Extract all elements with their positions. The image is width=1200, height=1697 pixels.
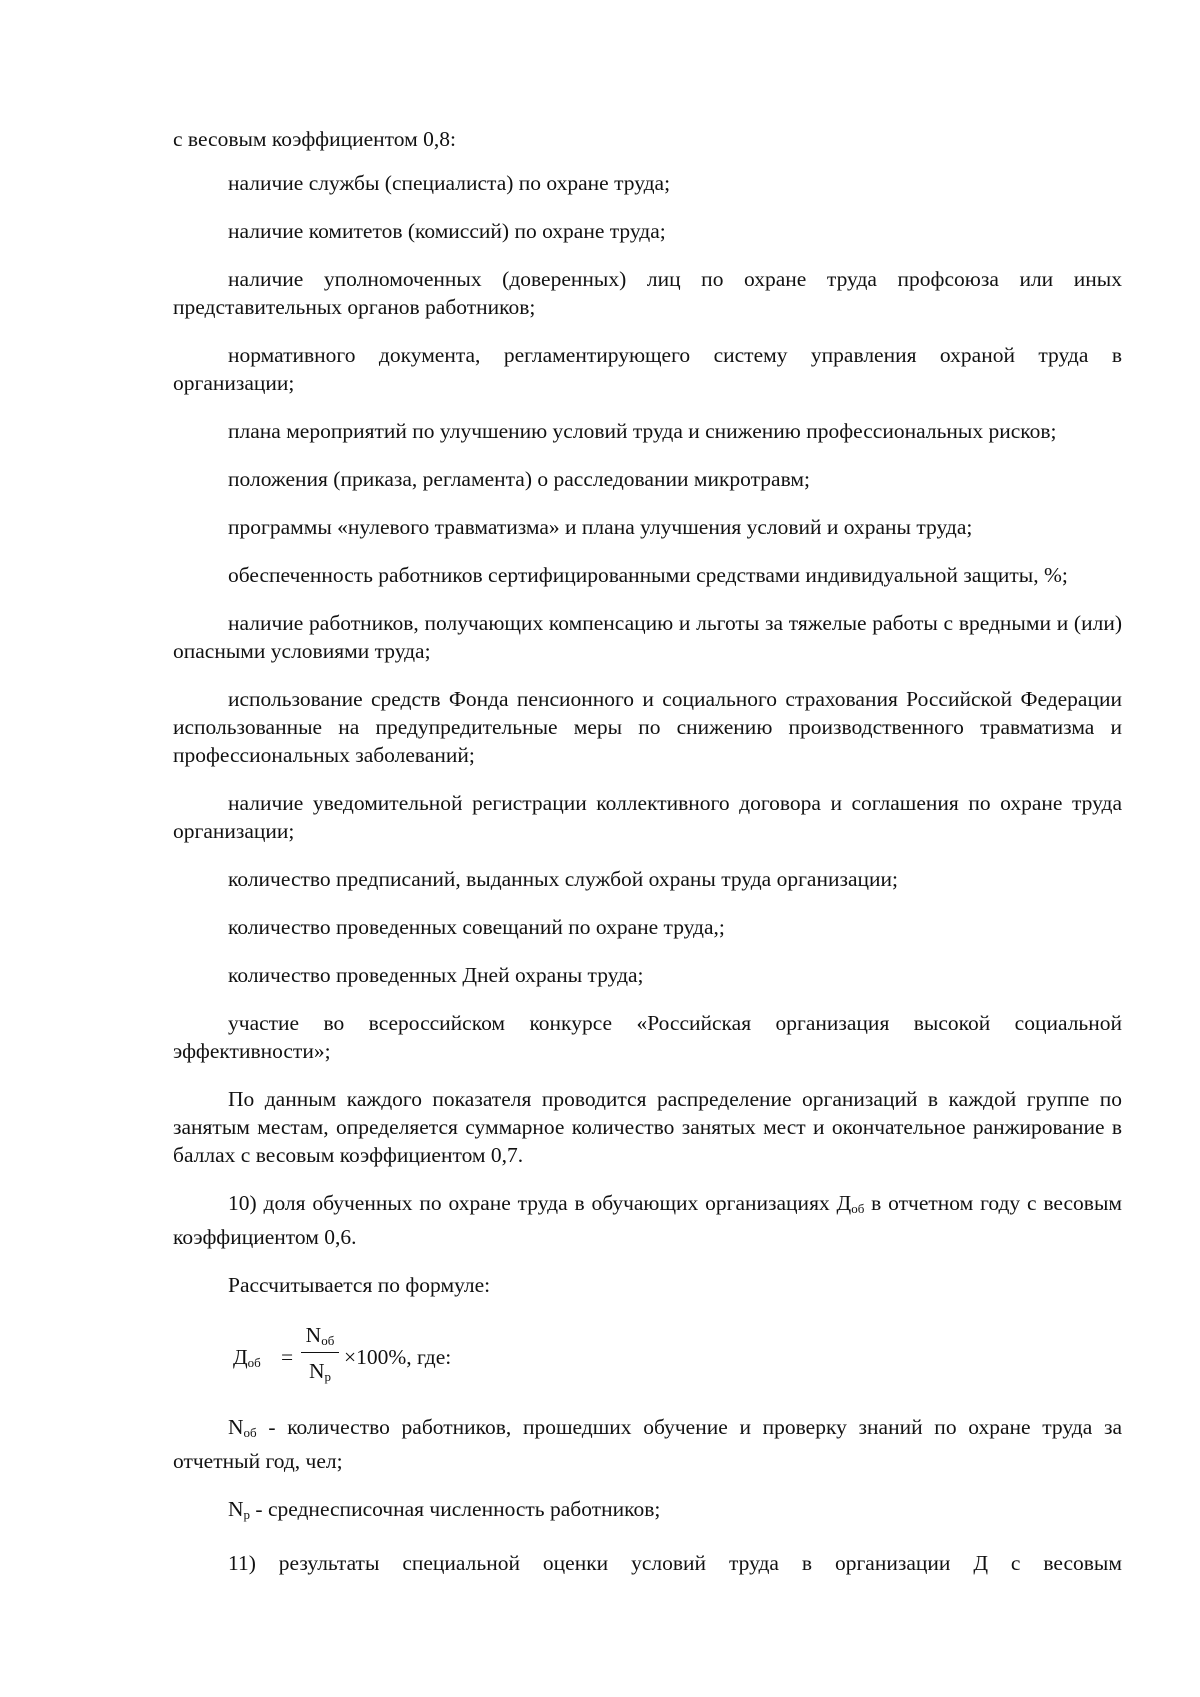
formula-rhs: ×100%, где: bbox=[344, 1345, 452, 1369]
definition-nob-subscript: об bbox=[243, 1425, 257, 1440]
list-item: обеспеченность работников сертифицированными средствами индивидуальной защиты, %; bbox=[228, 563, 1068, 587]
ranking-paragraph: По данным каждого показателя проводится распределение организаций в каждой группе по занятым местам, определяется суммарное количество занятых мест и окончательное ранжирование в баллах с весовым коэффициентом 0,7. bbox=[173, 1087, 1122, 1167]
definition-np-text: - среднесписочная численность работников; bbox=[250, 1497, 661, 1521]
formula-block bbox=[173, 1321, 1122, 1395]
formula-lhs-symbol: Д bbox=[233, 1345, 248, 1369]
list-item: положения (приказа, регламента) о расследовании микротравм; bbox=[228, 467, 810, 491]
list-item: наличие работников, получающих компенсацию и льготы за тяжелые работы с вредными и (или) опасными условиями труда; bbox=[173, 611, 1122, 663]
list-item: использование средств Фонда пенсионного и социального страхования Российской Федерации использованные на предупредительные меры по снижению производственного травматизма и профессиональных заболеваний; bbox=[173, 687, 1122, 767]
fraction-bar bbox=[301, 1352, 339, 1353]
list-item: наличие службы (специалиста) по охране труда; bbox=[228, 171, 671, 195]
definition-np-symbol: N bbox=[228, 1497, 244, 1521]
definition-nob bbox=[173, 1413, 1122, 1475]
formula-numerator bbox=[301, 1321, 339, 1349]
definition-nob-symbol: N bbox=[228, 1415, 244, 1439]
list-item: наличие комитетов (комиссий) по охране труда; bbox=[228, 219, 666, 243]
point-10-text-after: в отчетном году с весовым коэффициентом 0,6. bbox=[173, 1191, 1123, 1249]
list-item: программы «нулевого травматизма» и плана улучшения условий и охраны труда; bbox=[228, 515, 973, 539]
formula-denominator-subscript: р bbox=[324, 1369, 332, 1385]
definition-np bbox=[173, 1495, 1122, 1529]
formula-lhs-subscript: об bbox=[247, 1355, 261, 1370]
intro-line: с весовым коэффициентом 0,8: bbox=[173, 127, 456, 151]
list-item: количество предписаний, выданных службой охраны труда организации; bbox=[228, 867, 898, 891]
point-10-paragraph bbox=[173, 1189, 1122, 1251]
list-item: количество проведенных совещаний по охране труда,; bbox=[228, 915, 725, 939]
definition-nob-text: - количество работников, прошедших обучение и проверку знаний по охране труда за отчетный год, чел; bbox=[173, 1415, 1122, 1473]
list-item: нормативного документа, регламентирующего систему управления охраной труда в организации; bbox=[173, 343, 1122, 395]
formula-equals-sign: = bbox=[281, 1345, 294, 1369]
formula-intro: Рассчитывается по формуле: bbox=[228, 1273, 491, 1297]
list-item: наличие уведомительной регистрации коллективного договора и соглашения по охране труда организации; bbox=[173, 791, 1122, 843]
list-item: количество проведенных Дней охраны труда; bbox=[228, 963, 644, 987]
formula-numerator-symbol: N bbox=[305, 1323, 322, 1347]
point-11-paragraph: 11) результаты специальной оценки условий труда в организации Д с весовым bbox=[228, 1551, 1122, 1575]
list-item: участие во всероссийском конкурсе «Российская организация высокой социальной эффективности»; bbox=[173, 1011, 1122, 1063]
formula-denominator bbox=[301, 1357, 339, 1385]
formula-denominator-symbol: N bbox=[308, 1359, 325, 1384]
list-item: наличие уполномоченных (доверенных) лиц по охране труда профсоюза или иных представительных органов работников; bbox=[173, 267, 1122, 319]
formula-lhs bbox=[233, 1345, 261, 1371]
point-10-subscript: об bbox=[851, 1201, 865, 1216]
point-10-text-before: 10) доля обученных по охране труда в обучающих организациях Д bbox=[228, 1191, 852, 1215]
formula-fraction bbox=[301, 1321, 339, 1385]
formula-numerator-subscript: об bbox=[321, 1333, 335, 1348]
definition-np-subscript: р bbox=[243, 1507, 251, 1522]
document-page bbox=[173, 125, 1122, 1577]
list-item: плана мероприятий по улучшению условий труда и снижению профессиональных рисков; bbox=[228, 419, 1057, 443]
